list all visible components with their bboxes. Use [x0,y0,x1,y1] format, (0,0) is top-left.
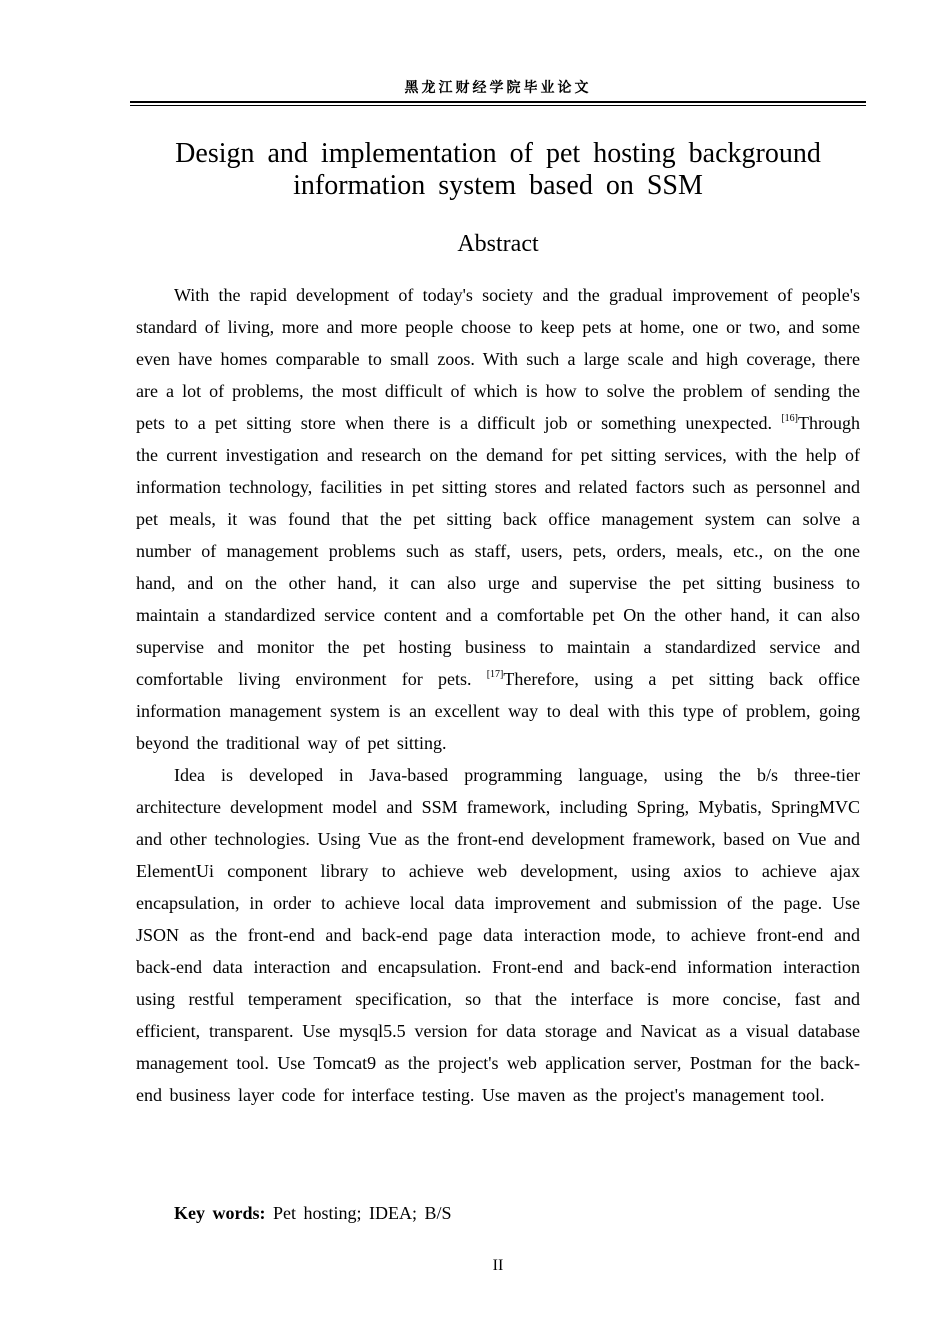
document-title: Design and implementation of pet hosting background information system based on SSM [175,138,821,201]
page-number: II [492,1257,504,1274]
citation-17: [17] [486,669,504,680]
running-header: 黑龙江财经学院毕业论文 [404,80,592,96]
keywords-line [136,1198,860,1228]
abstract-paragraph-1 [136,279,860,759]
keywords-label: Key words: [174,1203,266,1223]
abstract-heading: Abstract [457,231,539,257]
abstract-paragraph-2: Idea is developed in Java-based programming language, using the b/s three-tier architecture development model and SSM framework, including Spring, Mybatis, SpringMVC and other technologies. Using Vue as the front-end development framework, based on Vue and ElementUi component library to achieve web development, using axios to achieve ajax encapsulation, in order to achieve local data improvement and submission of the page. Use JSON as the front-end and back-end page data interaction mode, to achieve front-end and back-end data interaction and encapsulation. Front-end and back-end information interaction using restful temperament specification, so that the interface is more concise, fast and efficient, transparent. Use mysql5.5 version for data storage and Navicat as a visual database management tool. Use Tomcat9 as the project's web application server, Postman for the back-end business layer code for interface testing. Use maven as the project's management tool. [136,765,860,1105]
keywords-value: Pet hosting; IDEA; B/S [273,1203,452,1223]
paragraph-1-text-b: Through the current investigation and research on the demand for pet sitting services, with the help of information technology, facilities in pet sitting stores and related factors such as personnel and pet meals, it was found that the pet sitting back office management system can solve a number of management problems such as staff, users, pets, orders, meals, etc., on the one hand, and on the other hand, it can also urge and supervise the pet sitting business to maintain a standardized service content and a comfortable pet On the other hand, it can also supervise and monitor the pet hosting business to maintain a standardized service and comfortable living environment for pets. [136,413,860,689]
header-rule-thin [130,105,866,106]
citation-16: [16] [781,413,798,424]
paragraph-1-text-a: With the rapid development of today's society and the gradual improvement of people's standard of living, more and more people choose to keep pets at home, one or two, and some even have homes comparable to small zoos. With such a large scale and high coverage, there are a lot of problems, the most difficult of which is how to solve the problem of sending the pets to a pet sitting store when there is a difficult job or something unexpected. [136,285,860,433]
abstract-body [136,279,860,1111]
paragraph-1-text-c: Therefore, using a pet sitting back office information management system is an excellent way to deal with this type of problem, going beyond the traditional way of pet sitting. [136,669,861,753]
header-rule-thick [130,101,866,103]
